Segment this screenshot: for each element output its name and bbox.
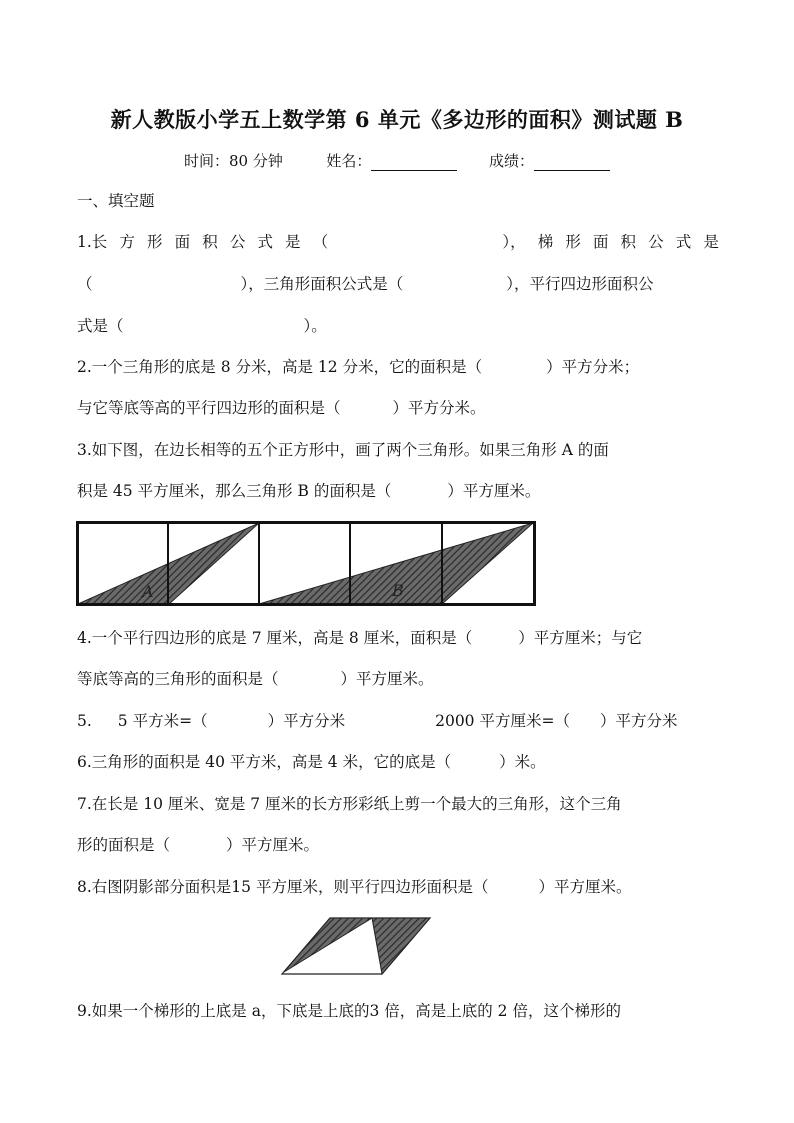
name-label: 姓名：	[326, 152, 372, 170]
section-heading: 一、填空题	[77, 192, 155, 210]
q4-text-e: ）平方厘米。	[340, 670, 434, 688]
q6-text-b: ）米。	[499, 753, 546, 771]
triangle-a-label: A	[142, 582, 154, 601]
question-6-line-1	[77, 752, 719, 772]
parallelogram-figure	[280, 915, 435, 977]
triangle-b-label: B	[392, 581, 404, 600]
q5-a-left: 5 平方米=（	[117, 712, 208, 730]
q1-char: 是	[285, 233, 301, 251]
q1-char: 式	[257, 233, 273, 251]
q1-text-e: ）。	[303, 317, 327, 335]
question-7-line-2	[77, 835, 719, 855]
q2-text-a: 2.一个三角形的底是 8 分米，高是 12 分米，它的面积是（	[77, 358, 483, 376]
q2-text-d: ）平方分米。	[392, 399, 486, 417]
q1-char: 公	[648, 233, 664, 251]
q1-char: 面	[592, 233, 609, 251]
q1-char: 梯	[537, 233, 554, 251]
q1-char: ），	[502, 233, 526, 251]
q1-char: 方	[119, 233, 135, 251]
page-title: 新人教版小学五上数学第 6 单元《多边形的面积》测试题 B	[110, 107, 684, 132]
q1-char: 1.长	[77, 233, 108, 251]
q1-char: 面	[174, 233, 191, 251]
question-2-line-2	[77, 398, 719, 418]
q2-text-b: ）平方分米；	[546, 358, 640, 376]
exam-info	[0, 150, 794, 171]
answer-blank[interactable]	[340, 232, 490, 252]
q1-text-c: ），平行四边形面积公	[506, 275, 654, 293]
q8-text-a: 8.右图阴影部分面积是15 平方厘米，则平行四边形面积是（	[77, 878, 489, 896]
shaded-triangle-right	[372, 918, 430, 974]
question-4-line-2	[77, 669, 719, 689]
q1-char: 公	[229, 233, 246, 251]
q4-text-b: ）平方厘米	[518, 629, 596, 647]
q4-text-d: 等底等高的三角形的面积是（	[77, 670, 279, 688]
q8-text-b: ）平方厘米。	[538, 878, 632, 896]
q5-number: 5.	[77, 712, 92, 730]
q4-text-a: 4.一个平行四边形的底是 7 厘米，高是 8 厘米，面积是（	[77, 629, 473, 647]
question-4-line-1	[77, 628, 719, 648]
q5-b-left: 2000 平方厘米=（	[435, 712, 570, 730]
q5-b-right: ）平方分米	[599, 712, 678, 730]
question-9-line-1: 9.如果一个梯形的上底是 a，下底是上底的3 倍，高是上底的 2 倍，这个梯形的	[77, 1002, 621, 1020]
q2-text-c: 与它等底等高的平行四边形的面积是（	[77, 399, 341, 417]
q5-a-right: ）平方分米	[267, 712, 346, 730]
question-3-line-1: 3.如下图，在边长相等的五个正方形中，画了两个三角形。如果三角形 A 的面	[77, 441, 609, 459]
q1-char: 形	[147, 233, 163, 251]
question-1-line-1	[77, 232, 719, 252]
score-blank[interactable]	[534, 154, 610, 171]
q1-char: （	[312, 233, 329, 251]
q6-text-a: 6.三角形的面积是 40 平方米，高是 4 米，它的底是（	[77, 753, 452, 771]
q1-paren-open: （	[77, 275, 93, 293]
q7-text-b: ）平方厘米。	[226, 836, 320, 854]
q1-char: 积	[202, 233, 218, 251]
q1-char: 积	[620, 233, 637, 251]
question-1-line-2	[77, 274, 719, 294]
question-3-line-2	[77, 481, 719, 501]
question-8-line-1	[77, 877, 719, 897]
q3-text-b: ）平方厘米。	[447, 482, 541, 500]
name-blank[interactable]	[371, 154, 457, 171]
score-label: 成绩：	[488, 152, 534, 170]
five-squares-figure	[76, 521, 536, 607]
question-7-line-1: 7.在长是 10 厘米、宽是 7 厘米的长方形彩纸上剪一个最大的三角形，这个三角	[77, 795, 622, 813]
q1-char: 式	[675, 233, 692, 251]
q1-char: 是	[703, 233, 719, 251]
q1-text-d: 式是（	[77, 317, 124, 335]
question-1-line-3	[77, 316, 719, 336]
q7-text-a: 形的面积是（	[77, 836, 171, 854]
q1-char: 形	[565, 233, 581, 251]
question-5-line-1	[77, 711, 719, 731]
q3-text-a: 积是 45 平方厘米，那么三角形 B 的面积是（	[77, 482, 392, 500]
q1-text-b: ），三角形面积公式是（	[240, 275, 404, 293]
q4-text-c: ；与它	[595, 629, 643, 647]
time-label: 时间：80 分钟	[183, 152, 283, 170]
question-2-line-1	[77, 357, 719, 377]
